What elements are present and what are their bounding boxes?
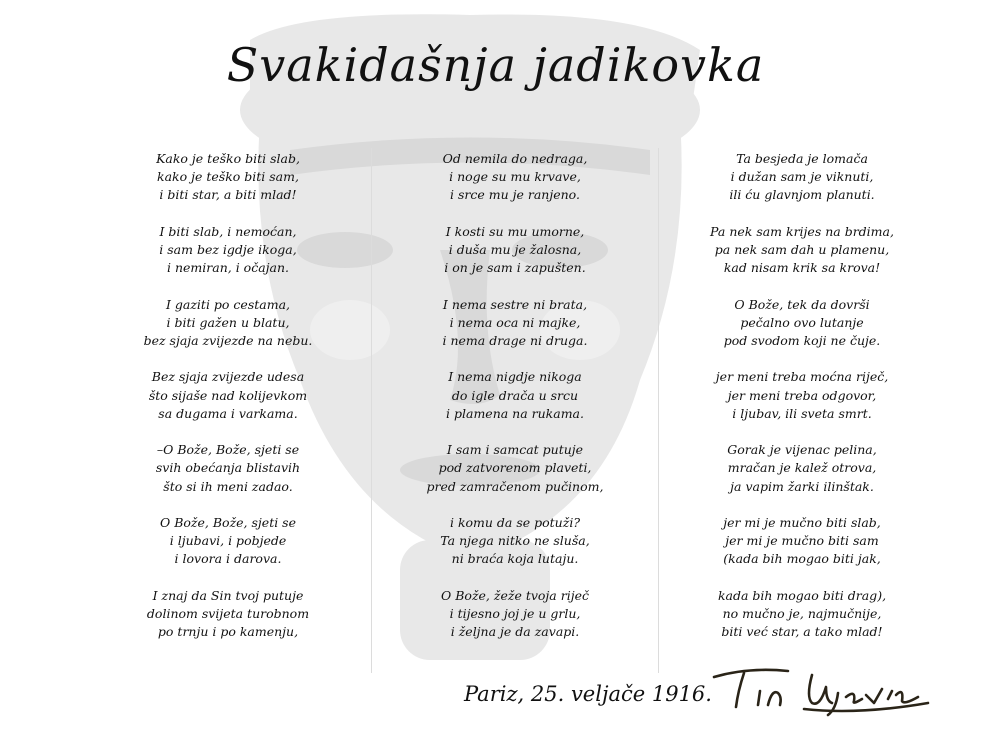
handwritten-signature — [708, 657, 938, 717]
poem-column-3 — [658, 148, 945, 673]
poem-line: i sam bez igdje ikoga, — [159, 242, 297, 257]
stanza — [659, 514, 945, 569]
poem-line: i biti gažen u blatu, — [166, 314, 290, 330]
poem-column-2 — [371, 148, 658, 673]
poem-line: O Bože, Bože, sjeti se — [160, 514, 296, 530]
poem-line: sa dugama i varkama. — [158, 405, 298, 421]
stanza — [85, 368, 371, 423]
stanza — [85, 150, 371, 205]
poem-line: no mučno je, najmučnije, — [722, 605, 882, 621]
poem-line: I nema sestre ni brata, — [442, 296, 588, 312]
poem-line: i srce mu je ranjeno. — [450, 187, 580, 203]
poem-line: Pa nek sam krijes na brdima, — [710, 223, 894, 239]
poem-line: i željna je da zavapi. — [450, 624, 580, 640]
poem-line: jer mi je mučno biti slab, — [723, 514, 881, 530]
poem-line: pred zamračenom pučinom, — [426, 478, 604, 494]
stanza — [659, 368, 945, 423]
poem-line: što si ih meni zadao. — [163, 478, 293, 494]
poem-line: jer mi je mučno biti sam — [725, 533, 879, 549]
place-date: Pariz, 25. veljače 1916. — [464, 682, 712, 706]
poem-line: I nema nigdje nikoga — [448, 369, 582, 385]
poem-line: i noge su mu krvave, — [449, 169, 581, 185]
poem-line: i dužan sam je viknuti, — [730, 169, 874, 185]
poem-line: što sijaše nad kolijevkom — [148, 387, 308, 403]
stanza — [85, 441, 371, 496]
poem-line: i ljubav, ili sveta smrt. — [732, 405, 872, 421]
poem-line: O Bože, žeže tvoja riječ — [441, 587, 589, 603]
stanza — [85, 514, 371, 569]
stanza — [372, 441, 658, 496]
stanza — [659, 223, 945, 278]
stanza — [659, 150, 945, 205]
poem-line: i plamena na rukama. — [446, 405, 584, 421]
poem-line: Gorak je vijenac pelina, — [727, 442, 877, 458]
poem-line: (kada bih mogao biti jak, — [723, 551, 881, 567]
poem-line: I sam i samcat putuje — [446, 442, 584, 458]
poem-line: mračan je kalež otrova, — [727, 460, 877, 476]
poem-line: I gaziti po cestama, — [165, 296, 290, 312]
poem-line: kada bih mogao biti drag), — [717, 587, 887, 603]
poem-line: i nema drage ni druga. — [442, 333, 588, 348]
poem-line: i tijesno joj je u grlu, — [449, 605, 581, 621]
poem-line: ni braća koja lutaju. — [451, 551, 579, 567]
poem-line: bez sjaja zvijezde na nebu. — [143, 333, 313, 348]
stanza — [372, 223, 658, 278]
stanza — [659, 441, 945, 496]
poem-line: Ta besjeda je lomača — [736, 151, 868, 166]
poem-line: i on je sam i zapušten. — [444, 260, 586, 276]
poem-line: i duša mu je žalosna, — [448, 242, 582, 257]
stanza — [85, 223, 371, 278]
poem-line: –O Bože, Bože, sjeti se — [156, 442, 300, 458]
poem-column-1 — [85, 148, 371, 673]
poem-line: i nemiran, i očajan. — [167, 260, 289, 276]
stanza — [372, 587, 658, 642]
poem-line: pod zatvorenom plaveti, — [438, 460, 592, 476]
stanza — [85, 587, 371, 642]
poem-line: I znaj da Sin tvoj putuje — [152, 587, 304, 603]
poem-line: I kosti su mu umorne, — [445, 223, 585, 239]
stanza — [659, 587, 945, 642]
poem-line: ili ću glavnjom planuti. — [729, 187, 875, 203]
poem-line: i lovora i darova. — [174, 551, 282, 567]
poem-line: pa nek sam dah u plamenu, — [714, 242, 890, 257]
poem-line: svih obećanja blistavih — [155, 460, 301, 476]
poem-line: i biti star, a biti mlad! — [159, 187, 297, 203]
poem-line: jer meni treba odgovor, — [727, 387, 877, 403]
poem-line: O Bože, tek da dovrši — [734, 296, 870, 312]
poem-line: do igle drača u srcu — [451, 387, 579, 403]
poem-line: Ta njega nitko ne sluša, — [440, 533, 590, 549]
poem-line: ja vapim žarki ilinštak. — [730, 478, 874, 494]
stanza — [372, 368, 658, 423]
poem-line: i ljubavi, i pobjede — [169, 533, 287, 549]
poem-line: kako je teško biti sam, — [157, 169, 299, 185]
poem-line: i komu da se potuži? — [449, 514, 581, 530]
poem-line: jer meni treba moćna riječ, — [715, 369, 889, 385]
stanza — [372, 296, 658, 351]
poem-line: dolinom svijeta turobnom — [146, 605, 310, 621]
poem-body — [85, 148, 945, 673]
poem-line: kad nisam krik sa krova! — [723, 260, 881, 276]
poem-line: pod svodom koji ne čuje. — [723, 333, 881, 348]
stanza — [372, 514, 658, 569]
stanza — [372, 150, 658, 205]
poem-line: Bez sjaja zvijezde udesa — [151, 369, 305, 385]
poem-line: biti već star, a tako mlad! — [721, 624, 883, 640]
poem-line: i nema oca ni majke, — [449, 314, 581, 330]
poem-line: Kako je teško biti slab, — [156, 151, 300, 166]
stanza — [85, 296, 371, 351]
poem-line: pečalno ovo lutanje — [740, 314, 864, 330]
poem-title: Svakidašnja jadikovka — [226, 38, 765, 92]
poem-line: I biti slab, i nemoćan, — [159, 223, 297, 239]
poem-line: Od nemila do nedraga, — [442, 151, 588, 166]
stanza — [659, 296, 945, 351]
poem-line: po trnju i po kamenju, — [157, 624, 299, 640]
